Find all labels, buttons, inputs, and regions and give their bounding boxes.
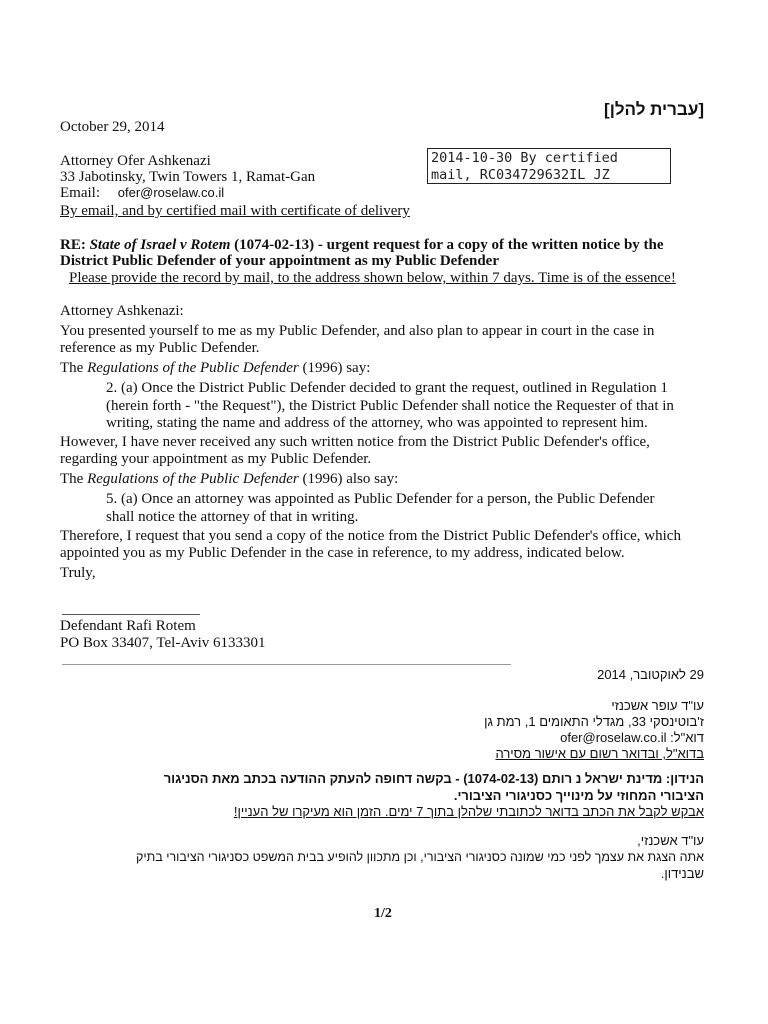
paragraph-2-line-2: regarding your appointment as my Public Defender. [60, 451, 372, 467]
quote-1-line-3: writing, stating the name and address of the attorney, who was appointed to represent him. [106, 415, 648, 431]
re-case-name: State of Israel v Rotem [89, 237, 231, 253]
quote-2-line-1: 5. (a) Once an attorney was appointed as Public Defender for a person, the Public Defender [106, 491, 655, 507]
hebrew-email-line: דוא"ל: ofer@roselaw.co.il [560, 730, 704, 745]
regs-also-say: (1996) also say: [302, 471, 399, 487]
email-label: Email: [60, 185, 100, 201]
regs-prefix: The [60, 360, 84, 376]
hebrew-paragraph-1-line-1: אתה הצגת את עצמך לפני כמי שמונה כסניגורי הציבורי, וכן מתכוון להופיע בבית המשפט כסניגורי הציבורי בתיק [136, 850, 704, 864]
quote-1-line-1: 2. (a) Once the District Public Defender decided to grant the request, outlined in Regulation 1 [106, 380, 668, 396]
quote-2-line-2: shall notice the attorney of that in writing. [106, 509, 359, 525]
paragraph-1-line-1: You presented yourself to me as my Public Defender, and also plan to appear in court in the case in [60, 323, 655, 339]
delivery-method: By email, and by certified mail with certificate of delivery [60, 203, 410, 219]
hebrew-addressee-name: עו"ד עופר אשכנזי [611, 698, 704, 713]
certified-mail-stamp [427, 148, 671, 184]
paragraph-3-line-2: appointed you as my Public Defender in the case in reference, to my address, indicated below. [60, 545, 625, 561]
paragraph-1-line-2: reference as my Public Defender. [60, 340, 260, 356]
addressee-address: 33 Jabotinsky, Twin Towers 1, Ramat-Gan [60, 169, 316, 185]
signature-line [62, 614, 200, 615]
paragraph-2-line-1: However, I have never received any such written notice from the District Public Defender's office, [60, 434, 650, 450]
section-divider [62, 664, 511, 665]
hebrew-delivery: בדוא"ל, ובדואר רשום עם אישור מסירה [495, 746, 704, 761]
re-prefix: RE: [60, 237, 86, 253]
paragraph-3-line-1: Therefore, I request that you send a copy of the notice from the District Public Defender's office, which [60, 528, 681, 544]
salutation: Attorney Ashkenazi: [60, 303, 184, 319]
signature-address: PO Box 33407, Tel-Aviv 6133301 [60, 635, 266, 651]
stamp-line-1: 2014-10-30 By certified [431, 150, 618, 166]
re-request: Please provide the record by mail, to the address shown below, within 7 days. Time is of the essence! [69, 270, 676, 286]
closing: Truly, [60, 565, 96, 581]
hebrew-salutation: עו"ד אשכנזי, [637, 833, 704, 848]
hebrew-below-label: [עברית להלן] [604, 100, 704, 119]
hebrew-subject-line-1: הנידון: מדינת ישראל נ רותם (1074-02-13) - בקשה דחופה להעתק ההודעה בכתב מאת הסניגור [163, 771, 704, 786]
hebrew-addressee-address: ז'בוטינסקי 33, מגדלי התאומים 1, רמת גן [484, 714, 704, 729]
hebrew-request: אבקש לקבל את הכתב בדואר לכתובתי שלהלן בתוך 7 ימים. הזמן הוא מעיקרו של העניין! [233, 804, 704, 819]
addressee-name: Attorney Ofer Ashkenazi [60, 153, 211, 169]
page-number: 1/2 [374, 906, 392, 921]
quote-1-line-2: (herein forth - "the Request"), the District Public Defender shall notice the Requester of that in [106, 398, 674, 414]
hebrew-paragraph-1-line-2: שבנידון. [660, 866, 704, 881]
regs-title-2: Regulations of the Public Defender [87, 471, 299, 487]
hebrew-date: 29 לאוקטובר, 2014 [597, 667, 704, 682]
stamp-line-2: mail, RC034729632IL JZ [431, 167, 610, 183]
addressee-email-line [60, 184, 224, 202]
letter-date: October 29, 2014 [60, 119, 165, 135]
regs-say: (1996) say: [302, 360, 371, 376]
signature-name: Defendant Rafi Rotem [60, 618, 196, 634]
re-subject-rest: (1074-02-13) - urgent request for a copy of the written notice by the [234, 237, 664, 253]
regs-title: Regulations of the Public Defender [87, 360, 299, 376]
email-address[interactable]: ofer@roselaw.co.il [117, 185, 225, 200]
regulations-intro-2 [60, 470, 398, 488]
regs-prefix-2: The [60, 471, 84, 487]
hebrew-subject-line-2: הציבורי המחוזי על מינוייך כסניגורי הציבורי. [453, 788, 704, 803]
re-subject-line-2: District Public Defender of your appointment as my Public Defender [60, 253, 499, 269]
regulations-intro-1 [60, 359, 370, 377]
